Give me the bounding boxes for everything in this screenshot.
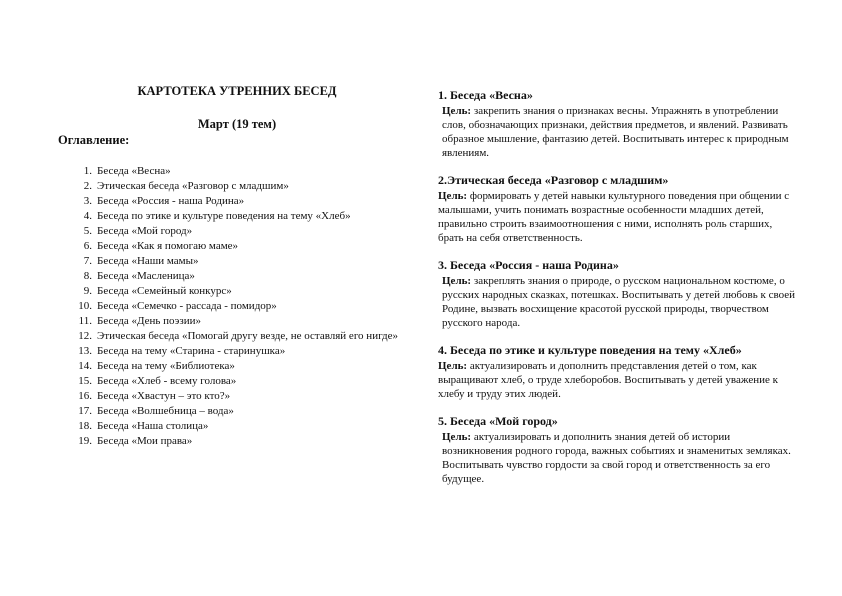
toc-item-number: 5. — [83, 225, 92, 237]
section-title: 1. Беседа «Весна» — [438, 88, 533, 102]
toc-item-number: 4. — [83, 210, 92, 222]
toc-item — [58, 314, 408, 329]
conversation-section — [438, 343, 796, 401]
section-goal — [438, 359, 796, 401]
toc-item-text: Беседа «День поэзии» — [97, 315, 201, 327]
goal-text: формировать у детей навыки культурного поведения при общении с малышами, учить понимать возрастные особенности младших детей, правильно строить взаимоотношения с ними, исполнять роль старших, брать на себя ответственность. — [438, 190, 790, 244]
toc-item-text: Беседа «Весна» — [97, 165, 171, 177]
section-goal — [438, 274, 796, 330]
goal-label: Цель: — [442, 431, 472, 443]
table-of-contents — [58, 164, 408, 449]
toc-item — [58, 284, 408, 299]
section-goal — [438, 104, 796, 160]
toc-item — [58, 404, 408, 419]
goal-text: закрепить знания о признаках весны. Упражнять в употреблении слов, обозначающих признаки, действия предметов, и явлений. Развивать образное мышление, фантазию детей. Воспитывать интерес к природным явлениям. — [442, 105, 789, 159]
toc-item — [58, 419, 408, 434]
conversation-section — [438, 173, 796, 245]
toc-item — [58, 329, 408, 344]
toc-item-number: 14. — [78, 360, 92, 372]
section-title: 3. Беседа «Россия - наша Родина» — [438, 258, 619, 272]
toc-item-text: Беседа по этике и культуре поведения на тему «Хлеб» — [97, 210, 351, 222]
toc-item-text: Беседа «Волшебница – вода» — [97, 405, 234, 417]
goal-text: актуализировать и дополнить знания детей об истории возникновения родного города, важных событиях и знаменитых земляках. Воспитывать чувство гордости за свой город и ответственность за его будущее. — [442, 431, 791, 485]
month-subtitle: Март (19 тем) — [197, 117, 277, 131]
section-goal — [438, 189, 796, 245]
goal-label: Цель: — [442, 105, 472, 117]
toc-item — [58, 434, 408, 449]
toc-heading: Оглавление: — [58, 133, 130, 147]
toc-item-number: 17. — [78, 405, 92, 417]
toc-item — [58, 269, 408, 284]
toc-item-number: 16. — [78, 390, 92, 402]
toc-item-text: Беседа «Как я помогаю маме» — [97, 240, 239, 252]
toc-item — [58, 194, 408, 209]
goal-label: Цель: — [442, 275, 472, 287]
toc-item-text: Этическая беседа «Разговор с младшим» — [97, 180, 289, 192]
toc-item — [58, 239, 408, 254]
section-title: 5. Беседа «Мой город» — [438, 414, 558, 428]
conversation-section — [438, 88, 796, 160]
toc-item-number: 18. — [78, 420, 92, 432]
conversation-section — [438, 414, 796, 486]
toc-item — [58, 344, 408, 359]
toc-item-number: 7. — [83, 255, 92, 267]
toc-item — [58, 224, 408, 239]
section-title: 4. Беседа по этике и культуре поведения на тему «Хлеб» — [438, 343, 742, 357]
toc-item — [58, 254, 408, 269]
toc-item-number: 6. — [83, 240, 92, 252]
toc-item-text: Беседа «Россия - наша Родина» — [97, 195, 245, 207]
goal-label: Цель: — [438, 190, 468, 202]
toc-item-number: 13. — [78, 345, 92, 357]
left-column — [58, 84, 408, 449]
toc-item-text: Беседа «Наши мамы» — [97, 255, 199, 267]
toc-item-text: Беседа на тему «Старина - старинушка» — [97, 345, 286, 357]
toc-item-number: 1. — [83, 165, 92, 177]
toc-item — [58, 209, 408, 224]
toc-item — [58, 374, 408, 389]
conversation-section — [438, 258, 796, 330]
toc-item-number: 12. — [78, 330, 92, 342]
section-title: 2.Этическая беседа «Разговор с младшим» — [438, 173, 669, 187]
document-title: КАРТОТЕКА УТРЕННИХ БЕСЕД — [137, 84, 337, 98]
toc-item-text: Беседа «Хлеб - всему голова» — [97, 375, 237, 387]
right-column — [438, 88, 796, 499]
toc-item — [58, 389, 408, 404]
toc-item — [58, 299, 408, 314]
toc-item-text: Беседа «Мой город» — [97, 225, 193, 237]
toc-item — [58, 164, 408, 179]
toc-item-number: 8. — [83, 270, 92, 282]
toc-item-number: 9. — [83, 285, 92, 297]
goal-text: закреплять знания о природе, о русском национальном костюме, о русских народных сказках, потешках. Воспитывать у детей любовь к своей Родине, вызвать восхищение красотой русской природы, творчеством русского народа. — [442, 275, 795, 329]
toc-item-text: Беседа «Мои права» — [97, 435, 193, 447]
toc-item-text: Беседа «Наша столица» — [97, 420, 209, 432]
goal-text: актуализировать и дополнить представления детей о том, как выращивают хлеб, о труде хлеборобов. Воспитывать у детей уважение к хлебу и труду этих людей. — [438, 360, 778, 400]
toc-item-text: Беседа на тему «Библиотека» — [97, 360, 235, 372]
toc-item-text: Беседа «Семечко - рассада - помидор» — [97, 300, 277, 312]
toc-item-text: Беседа «Семейный конкурс» — [97, 285, 232, 297]
toc-item-text: Беседа «Хвастун – это кто?» — [97, 390, 231, 402]
toc-item-number: 19. — [78, 435, 92, 447]
toc-item-text: Этическая беседа «Помогай другу везде, не оставляй его нигде» — [97, 330, 399, 342]
section-goal — [438, 430, 796, 486]
toc-item-number: 10. — [78, 300, 92, 312]
toc-item-number: 11. — [78, 315, 92, 327]
toc-item-number: 2. — [83, 180, 92, 192]
toc-item-text: Беседа «Масленица» — [97, 270, 195, 282]
toc-item — [58, 179, 408, 194]
toc-item-number: 3. — [83, 195, 92, 207]
toc-item — [58, 359, 408, 374]
goal-label: Цель: — [438, 360, 468, 372]
toc-item-number: 15. — [78, 375, 92, 387]
